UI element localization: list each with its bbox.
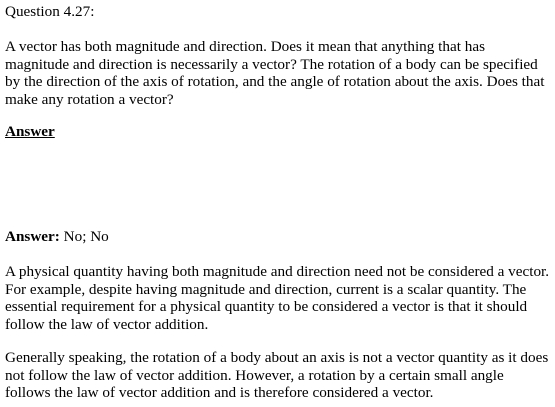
answer-label: Answer: (5, 228, 60, 245)
answer-summary (5, 228, 109, 246)
answer-value: No; No (59, 228, 109, 245)
answer-link[interactable]: Answer (5, 123, 55, 140)
answer-paragraph-2: Generally speaking, the rotation of a body about an axis is not a vector quantity as it does not follow the law of vector addition. However, a rotation by a certain small angle follows the law of vector addition and is therefore considered a vector. (5, 349, 549, 401)
question-text: A vector has both magnitude and direction. Does it mean that anything that has magnitude and direction is necessarily a vector? The rotation of a body can be specified by the direction of the axis of rotation, and the angle of rotation about the axis. Does that make any rotation a vector? (5, 38, 545, 108)
answer-paragraph-1: A physical quantity having both magnitude and direction need not be considered a vector. For example, despite having magnitude and direction, current is a scalar quantity. The essential requirement for a physical quantity to be considered a vector is that it should follow the law of vector addition. (5, 263, 550, 333)
question-title: Question 4.27: (5, 3, 95, 20)
